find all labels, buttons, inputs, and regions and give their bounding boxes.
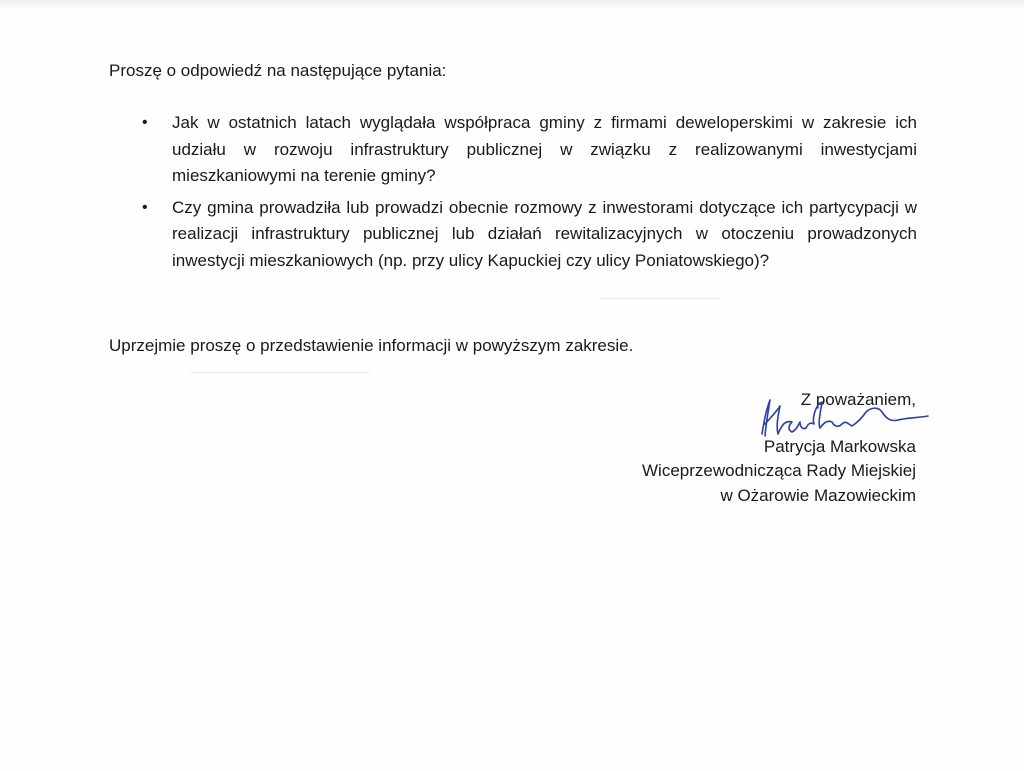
scan-artifact — [190, 372, 370, 373]
list-item — [142, 110, 917, 190]
bullet-icon: • — [142, 198, 148, 216]
question-list — [0, 110, 917, 274]
salutation: Z poważaniem, — [800, 390, 916, 409]
signer-location: w Ożarowie Mazowieckim — [720, 485, 916, 505]
scan-artifact — [600, 298, 720, 299]
intro-text: Proszę o odpowiedź na następujące pytania: — [109, 61, 447, 80]
list-item — [142, 195, 917, 275]
bullet-icon: • — [142, 114, 148, 131]
closing-text: Uprzejmie proszę o przedstawienie informacji w powyższym zakresie. — [109, 336, 634, 355]
signature-stroke — [762, 400, 928, 436]
handwritten-signature — [748, 394, 934, 450]
signer-name: Patrycja Markowska — [763, 436, 916, 456]
scan-edge-shadow — [0, 0, 1024, 10]
signer-title: Wiceprzewodnicząca Rady Miejskiej — [642, 461, 916, 480]
question-text: Jak w ostatnich latach wyglądała współpraca gminy z firmami deweloperskimi w zakresie ich udziału w rozwoju infrastruktury publicznej w związku z realizowanymi inwestycjami mieszkaniowymi na terenie gminy? — [172, 113, 917, 185]
question-text: Czy gmina prowadziła lub prowadzi obecnie rozmowy z inwestorami dotyczące ich partycypacji w realizacji infrastruktury publicznej lub działań rewitalizacyjnych w otoczeniu prowadzonych inwestycji mieszkaniowych (np. przy ulicy Kapuckiej czy ulicy Poniatowskiego)? — [172, 197, 917, 270]
